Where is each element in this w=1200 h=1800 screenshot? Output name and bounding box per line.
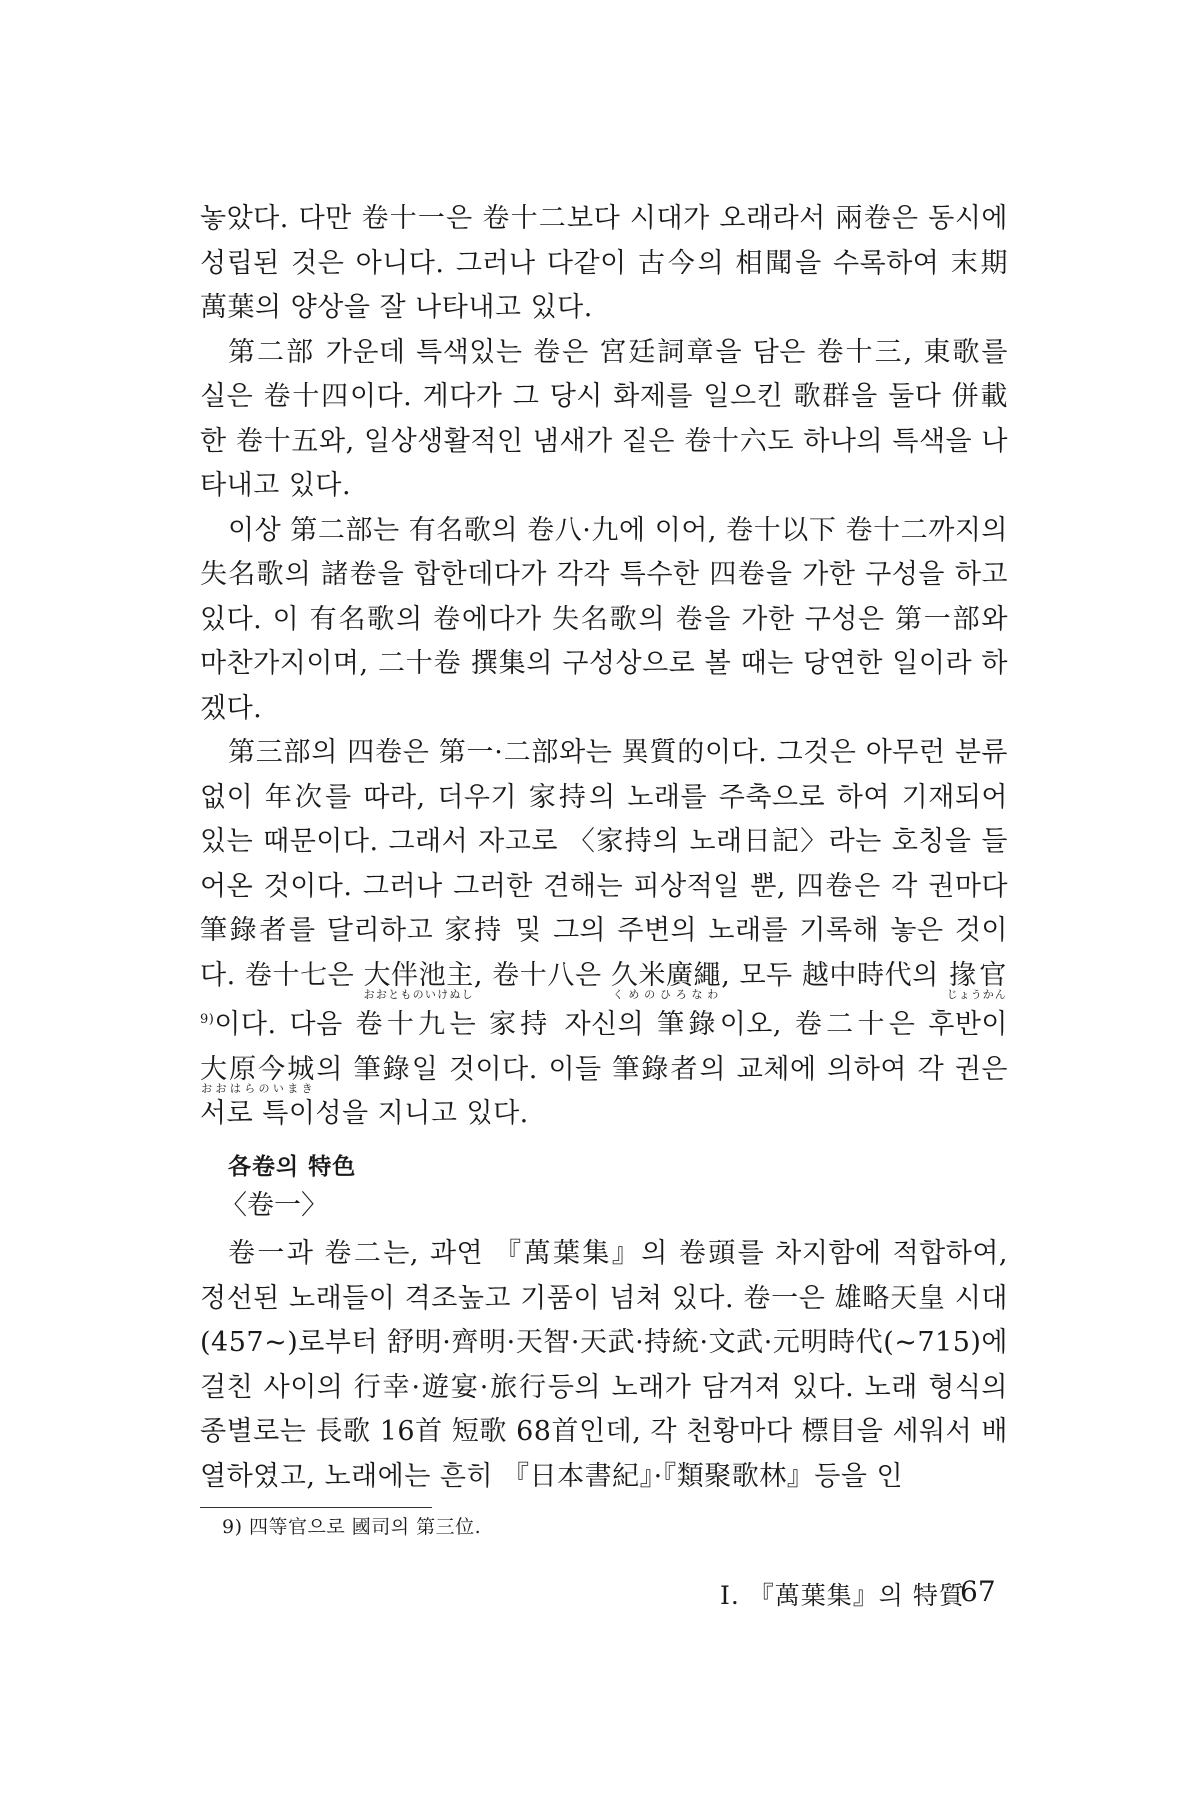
footnote-divider (200, 1507, 432, 1508)
running-footer-title: I. 『萬葉集』의 特質 (720, 1581, 965, 1610)
furigana-4: おおはらのいまき (200, 1081, 315, 1095)
paragraph-4-part-d: 이다. 다음 卷十九는 家持 자신의 筆錄이오, 卷二十은 후반이 (214, 1009, 1008, 1040)
paragraph-4 (200, 731, 1008, 1137)
subsection-heading: 〈卷一〉 (220, 1190, 328, 1221)
ruby-name-kume-no-hironawa: 久米廣繩くめのひろなわ (610, 959, 722, 1001)
ruby-name-ohara-no-imaki: 大原今城おおはらのいまき (200, 1053, 317, 1095)
main-body-text (200, 197, 1008, 1137)
footnote-reference: 9) (200, 1012, 215, 1027)
ruby-name-otomo-no-ikenushi: 大伴池主おおとものいけぬし (363, 959, 474, 1001)
paragraph-3: 이상 第二部는 有名歌의 卷八·九에 이어, 卷十以下 卷十二까지의 失名歌의 諸卷을 합한데다가 각각 특수한 四卷을 가한 구성을 하고 있다. 이 有名歌의 卷에다가 失名歌의 卷을 가한 구성은 第一部와 마찬가지이며, 二十卷 撰集의 구성상으로 볼 때는 당연한 일이라 하겠다. (200, 514, 1008, 724)
furigana-3: じょうかん (946, 987, 1007, 1001)
furigana-1: おおとものいけぬし (363, 987, 474, 1001)
paragraph-2: 第二部 가운데 특색있는 卷은 宮廷詞章을 담은 卷十三, 東歌를 실은 卷十四이다. 게다가 그 당시 화제를 일으킨 歌群을 둘다 併載한 卷十五와, 일상생활적인 냄새가 짙은 卷十六도 하나의 특색을 나타내고 있다. (200, 336, 1008, 501)
paragraph-1: 놓았다. 다만 卷十一은 卷十二보다 시대가 오래라서 兩卷은 동시에 성립된 것은 아니다. 그러나 다같이 古今의 相聞을 수록하여 末期 萬葉의 양상을 잘 나타내고 있다. (200, 203, 1008, 323)
paragraph-4-part-e: 의 筆錄일 것이다. 이들 筆錄者의 교체에 의하여 각 권은 서로 특이성을 지니고 있다. (200, 1053, 1009, 1129)
paragraph-4-part-b: , 卷十八은 (473, 959, 611, 991)
footnote: 9) 四等官으로 國司의 第三位. (222, 1516, 482, 1538)
paragraph-4-part-c: , 모두 越中時代의 (721, 959, 949, 991)
furigana-2: くめのひろなわ (610, 987, 722, 1001)
paragraph-4-part-a: 第三部의 四卷은 第一·二部와는 異質的이다. 그것은 아무런 분류없이 年次를 따라, 더우기 家持의 노래를 주축으로 하여 기재되어 있는 때문이다. 그래서 자고로 〈家持의 노래日記〉라는 호칭을 들어온 것이다. 그러나 그러한 견해는 피상적일 뿐, 四卷은 각 권마다 筆錄者를 달리하고 家持 및 그의 주변의 노래를 기록해 놓은 것이다. 卷十七은 (200, 737, 1008, 991)
section-paragraph-1: 卷一과 卷二는, 과연 『萬葉集』의 卷頭를 차지함에 적합하여, 정선된 노래들이 격조높고 기품이 넘쳐 있다. 卷一은 雄略天皇 시대(457~)로부터 舒明·齊明·天智·天武·持統·文武·元明時代(~715)에 걸친 사이의 行幸·遊宴·旅行등의 노래가 담겨져 있다. 노래 형식의 종별로는 長歌 16首 短歌 68首인데, 각 천황마다 標目을 세워서 배열하였고, 노래에는 흔히 『日本書紀』·『類聚歌林』등을 인 (200, 1238, 1008, 1492)
section-body-text (200, 1232, 1008, 1499)
ruby-jokan: 掾官じょうかん (946, 959, 1007, 1001)
section-heading: 各卷의 特色 (228, 1154, 357, 1180)
page-number: 67 (960, 1575, 996, 1608)
